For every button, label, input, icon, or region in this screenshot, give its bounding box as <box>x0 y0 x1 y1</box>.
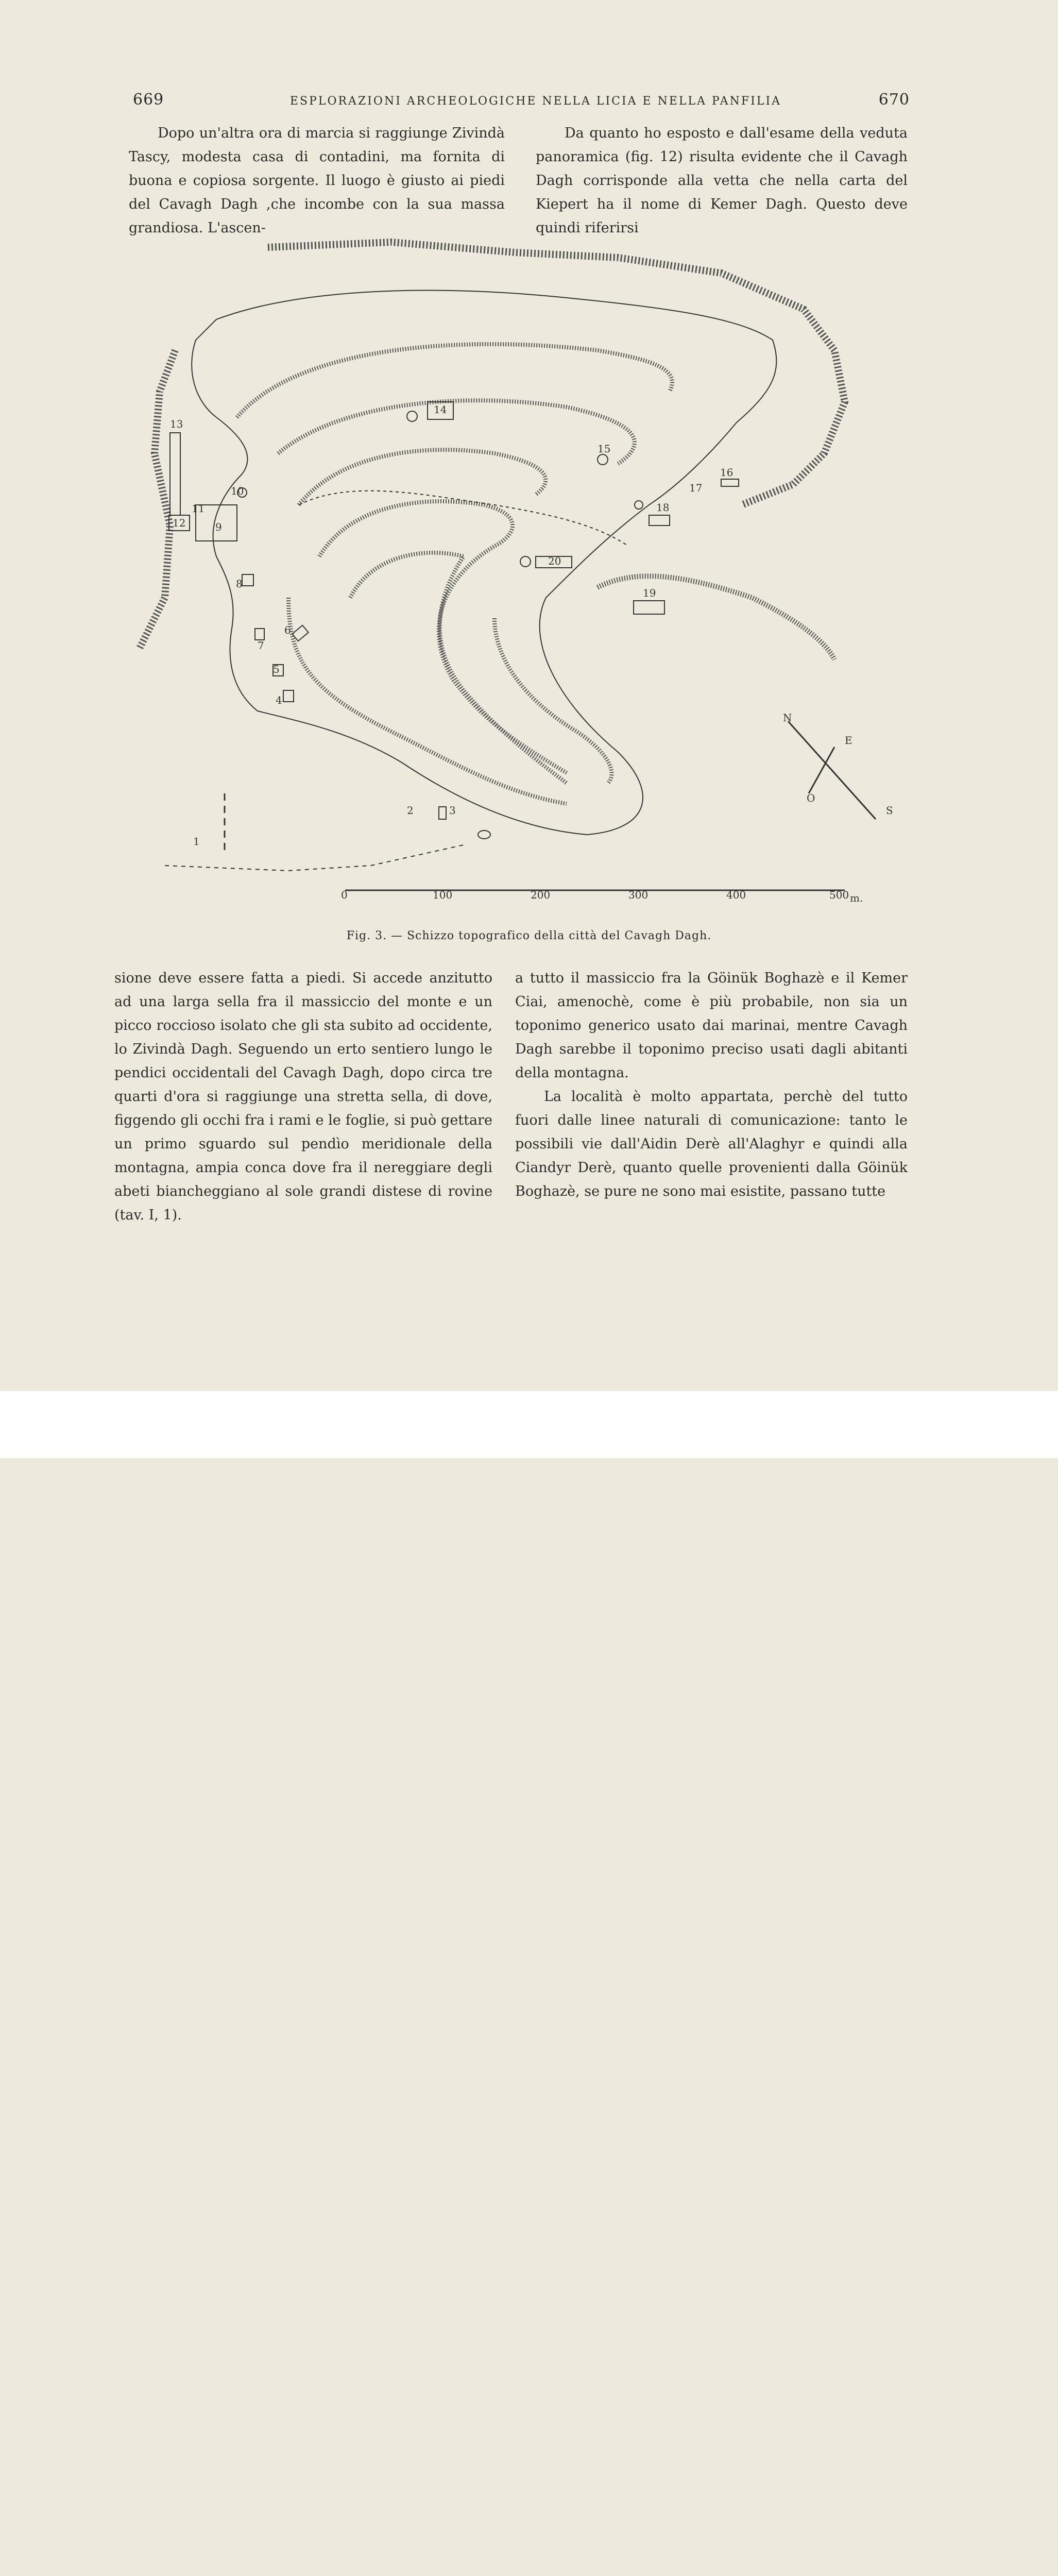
cliff-hatching <box>268 242 845 505</box>
feature-18 <box>635 501 643 509</box>
bottom-right-column <box>515 967 908 1204</box>
footer-bar <box>0 1391 1058 1458</box>
contour-line <box>288 598 567 804</box>
map-label: 11 <box>192 502 205 515</box>
track <box>165 845 464 871</box>
feature-15 <box>598 454 608 465</box>
running-title: ESPLORAZIONI ARCHEOLOGICHE NELLA LICIA E NELLA PANFILIA <box>289 95 782 108</box>
paragraph: a tutto il massiccio fra la Göinük Boghazè e il Kemer Ciai, amenochè, come è più probabile, non sia un toponimo generico usato dai marinai, mentre Cavagh Dagh sarebbe il toponimo preciso usati dagli abitanti della montagna. <box>515 970 908 1081</box>
compass-ew <box>809 747 834 793</box>
feature-14 <box>407 411 417 421</box>
ruin-3 <box>439 807 446 819</box>
map-label: 8 <box>236 578 243 590</box>
ridge-east <box>598 576 834 659</box>
map-label: 17 <box>689 482 703 494</box>
map-label: 2 <box>407 804 414 817</box>
scale-label: m. <box>850 892 863 904</box>
contour-line <box>278 400 635 464</box>
ruin-16 <box>721 479 739 486</box>
feature-3 <box>478 831 490 839</box>
contour-line <box>494 618 612 783</box>
map-label: 10 <box>231 485 244 497</box>
paragraph: Dopo un'altra ora di marcia si raggiunge Zivindà Tascy, modesta casa di contadini, ma fornita di buona e copiosa sorgente. Il luogo è giusto ai piedi del Cavagh Dagh ,che incombe con la sua massa grandiosa. L'ascen- <box>129 125 505 236</box>
ruin-19 <box>634 601 664 614</box>
map-label: 3 <box>449 804 456 817</box>
map-label: 1 <box>193 835 200 848</box>
map-label: 16 <box>720 466 733 479</box>
scale-label: 0 <box>341 889 348 901</box>
bottom-left-column <box>114 967 492 1227</box>
contour-line <box>299 450 545 505</box>
map-label: 20 <box>548 555 561 567</box>
topographic-map <box>103 237 927 907</box>
map-label: 13 <box>170 418 183 430</box>
map-label: 18 <box>656 501 670 514</box>
compass-east: E <box>845 734 852 747</box>
compass-south: S <box>886 804 893 817</box>
right-page-number: 670 <box>878 91 910 109</box>
left-page-number: 669 <box>133 91 164 109</box>
top-left-column <box>129 122 505 240</box>
compass-north: N <box>783 711 792 724</box>
track <box>299 491 628 546</box>
paragraph: La località è molto appartata, perchè del tutto fuori dalle linee naturali di comunicazione: tanto le possibili vie dall'Aidin Derè all'Alaghyr e quindi alla Ciandyr Derè, quanto quelle provenienti dalla Göinük Boghazè, se pure ne sono mai esistite, passano tutte <box>515 1089 908 1199</box>
ruin-8 <box>242 574 253 586</box>
feature-20 <box>520 556 531 567</box>
scale-label: 300 <box>628 889 649 901</box>
map-label: 12 <box>173 517 186 529</box>
map-label: 6 <box>284 624 291 636</box>
map-label: 14 <box>434 403 447 416</box>
ruin-4 <box>283 690 294 702</box>
compass-west: O <box>807 792 815 804</box>
map-label: 7 <box>258 639 264 652</box>
top-right-column <box>536 122 908 240</box>
ruin-7 <box>255 629 264 640</box>
figure-caption: Fig. 3. — Schizzo topografico della città del Cavagh Dagh. <box>346 929 712 942</box>
scale-label: 100 <box>433 889 453 901</box>
contour-line <box>350 553 567 783</box>
contour-line <box>237 344 672 417</box>
wall-13 <box>170 433 180 515</box>
paragraph: sione deve essere fatta a piedi. Si accede anzitutto ad una larga sella fra il massiccio del monte e un picco roccioso isolato che gli sta subito ad occidente, lo Zivindà Dagh. Seguendo un erto sentiero lungo le pendici occidentali del Cavagh Dagh, dopo circa tre quarti d'ora si raggiunge una stretta sella, di dove, figgendo gli occhi fra i rami e le foglie, si può gettare un primo sguardo sul pendìo meridionale della montagna, ampia conca dove fra il nereggiare degli abeti biancheggiano al sole grandi distese di rovine (tav. I, 1). <box>114 970 492 1223</box>
scale-label: 200 <box>531 889 551 901</box>
map-label: 5 <box>273 663 280 675</box>
plateau-outline <box>192 291 776 835</box>
map-label: 9 <box>215 521 222 533</box>
contour-line <box>319 501 567 773</box>
paragraph: Da quanto ho esposto e dall'esame della veduta panoramica (fig. 12) risulta evidente che il Cavagh Dagh corrisponde alla vetta che nella carta del Kiepert ha il nome di Kemer Dagh. Questo deve quindi riferirsi <box>536 125 908 236</box>
ruin-18 <box>649 515 670 526</box>
compass-ns <box>788 721 876 819</box>
map-label: 4 <box>276 694 282 706</box>
map-label: 19 <box>643 587 656 599</box>
scale-label: 500 <box>829 889 849 901</box>
scale-label: 400 <box>726 889 746 901</box>
map-label: 15 <box>598 443 611 455</box>
